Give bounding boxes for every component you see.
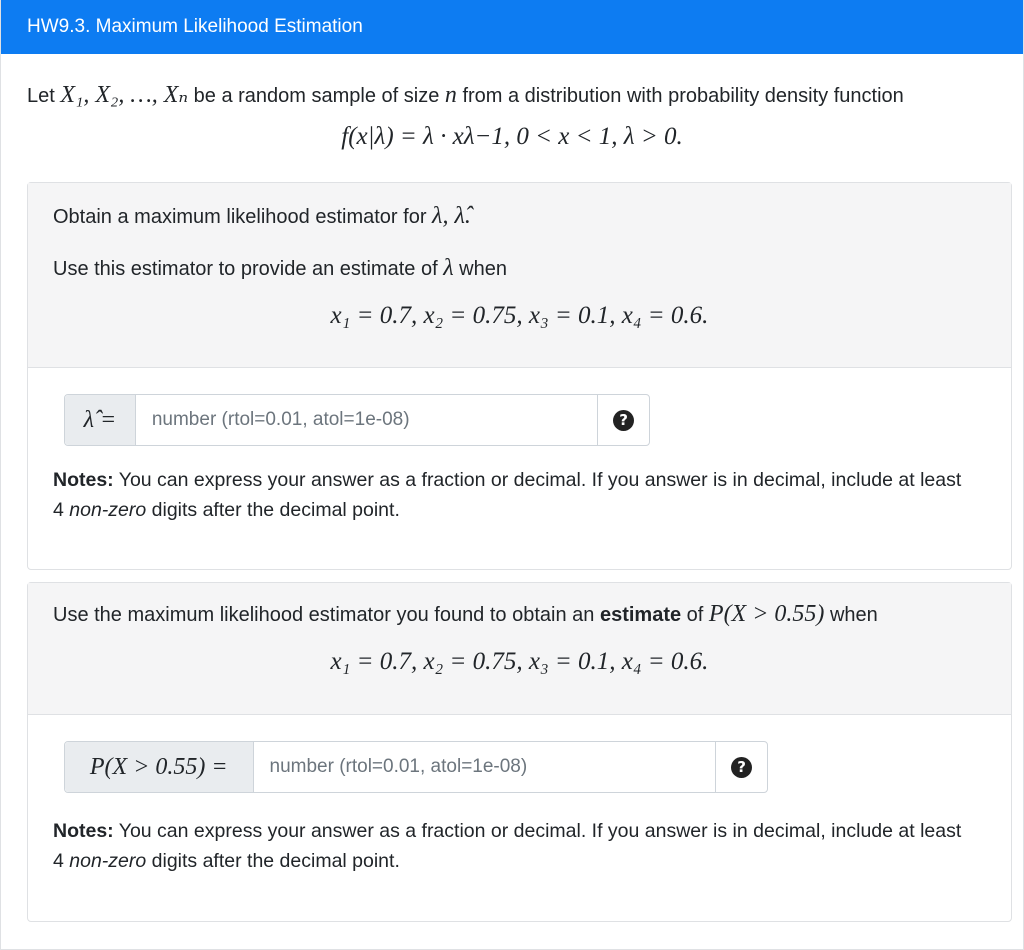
lambda-help-button[interactable] <box>597 395 649 445</box>
intro-text: Let X₁, X₂, …, Xₙ be a random sample of size n from a distribution with probability density function <box>27 82 904 108</box>
part-2-notes: Notes: You can express your answer as a fraction or decimal. If you answer is in decimal, include at least 4 non-zero digits after the decimal point. <box>53 820 962 872</box>
sample-variables: X₁, X₂, …, Xₙ <box>60 82 189 108</box>
probability-answer-group <box>64 741 768 793</box>
probability-hat-label: P(X > 0.55) = <box>65 742 254 792</box>
part-1-prompt <box>28 183 1011 368</box>
question-mark-icon: ? <box>613 410 634 431</box>
probability-input[interactable] <box>254 742 716 792</box>
lambda-hat-input[interactable] <box>136 395 597 445</box>
part-1-card <box>27 182 1012 570</box>
question-mark-icon: ? <box>731 757 752 778</box>
sample-size-var: n <box>444 82 457 108</box>
lambda-hat-label: λ̂ = <box>65 395 136 445</box>
question-intro <box>1 54 1023 156</box>
part-2-card <box>27 582 1012 922</box>
part-1-line-2: Use this estimator to provide an estimate of λ when <box>53 255 507 281</box>
part-1-notes: Notes: You can express your answer as a fraction or decimal. If you answer is in decimal, include at least 4 non-zero digits after the decimal point. <box>53 469 962 521</box>
part-1-data-values: x₁ = 0.7, x₂ = 0.75, x₃ = 0.1, x₄ = 0.6. <box>330 302 709 329</box>
probability-help-button[interactable] <box>715 742 767 792</box>
lambda-estimator-symbol: λ, λ̂. <box>432 203 471 229</box>
pdf-formula: f(x|λ) = λ · xλ−1, 0 < x < 1, λ > 0. <box>341 123 683 150</box>
probability-expression: P(X > 0.55) <box>708 601 825 627</box>
question-header <box>1 0 1023 54</box>
part-2-line-1: Use the maximum likelihood estimator you found to obtain an estimate of P(X > 0.55) when <box>53 601 878 627</box>
part-2-answer-area <box>28 715 1011 921</box>
part-1-answer-area <box>28 368 1011 570</box>
part-2-prompt <box>28 583 1011 715</box>
part-1-line-1: Obtain a maximum likelihood estimator for λ, λ̂. <box>53 203 471 229</box>
question-title: HW9.3. Maximum Likelihood Estimation <box>27 16 363 37</box>
part-2-data-values: x₁ = 0.7, x₂ = 0.75, x₃ = 0.1, x₄ = 0.6. <box>330 648 709 675</box>
lambda-answer-group <box>64 394 650 446</box>
